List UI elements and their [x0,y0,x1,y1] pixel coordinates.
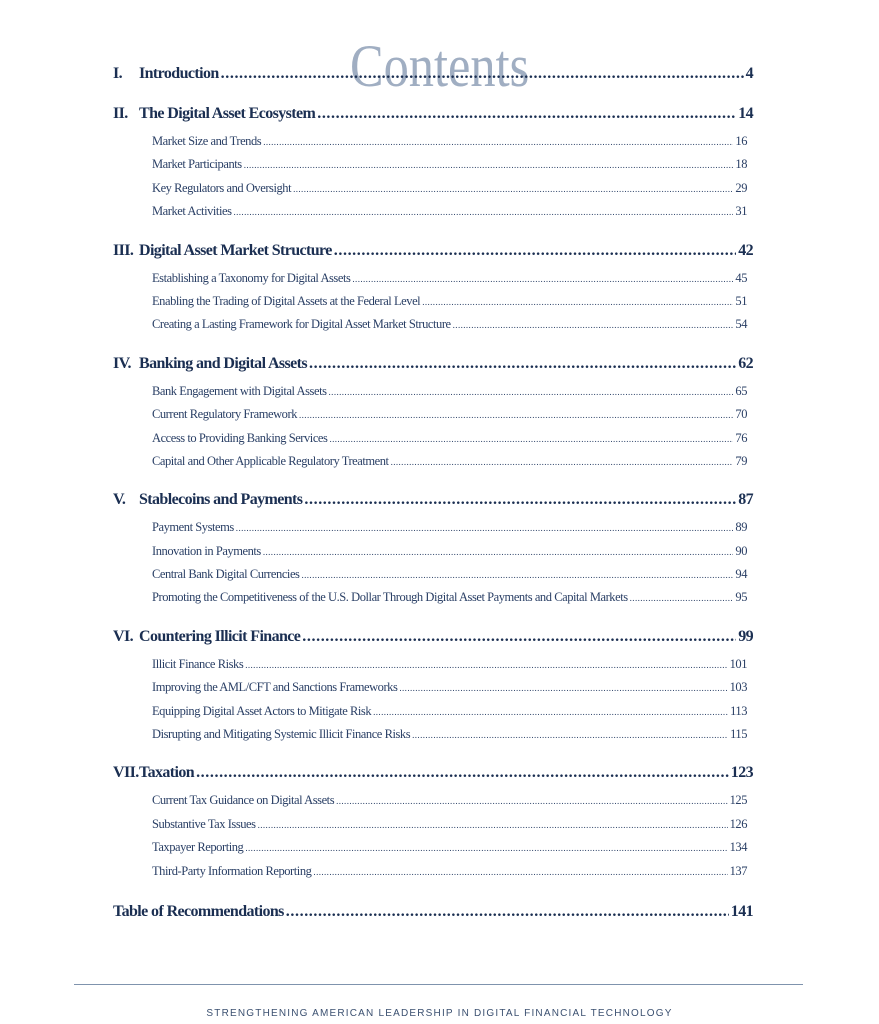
toc-section-entry[interactable] [113,62,753,86]
section-page-number: 123 [730,764,753,782]
toc-subsection-entry[interactable] [113,153,753,176]
toc-section [113,900,753,924]
dot-leader [309,352,736,376]
subsection-title: Market Size and Trends [152,134,262,148]
subsection-page-number: 76 [735,430,747,445]
section-number: III. [113,241,134,259]
toc-subsection-entry[interactable] [113,836,753,859]
dot-leader [352,267,733,291]
dot-leader [329,427,733,451]
toc-section [113,488,753,610]
dot-leader [301,563,733,587]
section-page-number: 141 [730,902,753,920]
section-page-number: 14 [738,105,753,122]
toc-subsection-entry[interactable] [113,130,753,153]
subsection-page-number: 31 [735,204,747,219]
section-number: VII. [113,764,139,782]
subsection-title: Substantive Tax Issues [152,816,256,831]
section-number: V. [113,491,126,509]
toc-subsection-entry[interactable] [113,563,753,586]
section-title: Digital Asset Market Structure [139,241,332,259]
section-title: Introduction [139,65,219,82]
subsection-page-number: 95 [735,590,747,605]
subsection-title: Innovation in Payments [152,543,261,558]
section-title: Banking and Digital Assets [139,354,308,372]
subsection-page-number: 134 [729,840,747,855]
dot-leader [233,200,733,224]
dot-leader [293,177,733,201]
toc-section [113,102,753,224]
subsection-title: Enabling the Trading of Digital Assets at the Federal Level [152,293,421,308]
dot-leader [258,813,728,837]
subsection-page-number: 70 [735,407,747,422]
subsection-page-number: 29 [735,180,747,195]
subsection-title: Improving the AML/CFT and Sanctions Frameworks [152,680,398,695]
subsection-title: Payment Systems [152,520,234,535]
toc-section [113,62,753,86]
subsection-page-number: 65 [735,383,747,398]
subsection-title: Taxpayer Reporting [152,840,244,855]
subsection-page-number: 45 [735,270,747,285]
subsection-page-number: 89 [735,520,747,535]
toc-section-entry[interactable] [113,625,753,649]
toc-subsection-entry[interactable] [113,380,753,403]
toc-subsection-entry[interactable] [113,177,753,200]
dot-leader [399,676,727,700]
table-of-contents [113,62,753,924]
subsection-title: Third-Party Information Reporting [152,863,312,878]
toc-section [113,352,753,474]
dot-leader [391,450,734,474]
dot-leader [630,586,734,610]
dot-leader [373,700,728,724]
subsection-page-number: 51 [735,293,747,308]
subsection-title: Capital and Other Applicable Regulatory Treatment [152,453,389,468]
dot-leader [245,653,727,677]
dot-leader [329,380,734,404]
section-title: Table of Recommendations [113,902,284,920]
subsection-title: Market Participants [152,157,242,172]
section-page-number: 4 [745,65,753,82]
toc-subsection-entry[interactable] [113,427,753,450]
toc-section-entry[interactable] [113,488,753,512]
dot-leader [263,130,733,154]
dot-leader [334,239,736,263]
subsection-title: Equipping Digital Asset Actors to Mitigate Risk [152,703,372,718]
dot-leader [286,900,729,924]
toc-subsection-entry[interactable] [113,676,753,699]
toc-subsection-entry[interactable] [113,540,753,563]
dot-leader [336,789,727,813]
subsection-title: Establishing a Taxonomy for Digital Assets [152,270,351,285]
toc-section [113,761,753,883]
toc-section-entry[interactable] [113,900,753,924]
toc-subsection-entry[interactable] [113,700,753,723]
section-page-number: 42 [738,241,753,259]
subsection-page-number: 16 [735,134,747,148]
dot-leader [244,153,734,177]
subsection-page-number: 18 [735,157,747,172]
section-title: Taxation [139,764,195,782]
toc-subsection-entry[interactable] [113,450,753,473]
dot-leader [453,313,734,337]
toc-subsection-entry[interactable] [113,586,753,609]
toc-subsection-entry[interactable] [113,860,753,883]
section-number: II. [113,105,128,122]
section-page-number: 99 [738,627,753,645]
subsection-page-number: 115 [730,727,747,742]
dot-leader [422,290,733,314]
subsection-title: Bank Engagement with Digital Assets [152,383,327,398]
dot-leader [412,723,728,747]
toc-subsection-entry[interactable] [113,403,753,426]
subsection-title: Creating a Lasting Framework for Digital Asset Market Structure [152,317,451,332]
toc-section-entry[interactable] [113,352,753,376]
dot-leader [221,62,744,86]
dot-leader [263,540,734,564]
toc-subsection-entry[interactable] [113,813,753,836]
dot-leader [317,102,736,126]
subsection-title: Current Tax Guidance on Digital Assets [152,793,335,808]
subsection-list [113,380,753,474]
subsection-title: Promoting the Competitiveness of the U.S. Dollar Through Digital Asset Payments and Capital Markets [152,590,628,605]
subsection-page-number: 94 [735,567,747,582]
toc-subsection-entry[interactable] [113,789,753,812]
subsection-title: Illicit Finance Risks [152,656,244,671]
subsection-title: Access to Providing Banking Services [152,430,328,445]
toc-subsection-entry[interactable] [113,723,753,746]
subsection-page-number: 125 [729,793,747,808]
section-page-number: 62 [738,354,753,372]
toc-subsection-entry[interactable] [113,653,753,676]
subsection-list [113,789,753,883]
section-page-number: 87 [738,491,753,509]
subsection-page-number: 101 [729,656,747,671]
dot-leader [299,403,733,427]
toc-subsection-entry[interactable] [113,290,753,313]
subsection-list [113,516,753,610]
section-number: I. [113,65,123,82]
dot-leader [313,860,727,884]
subsection-list [113,130,753,224]
dot-leader [236,516,734,540]
section-title: The Digital Asset Ecosystem [139,105,316,122]
subsection-page-number: 103 [729,680,747,695]
subsection-list [113,653,753,747]
dot-leader [304,488,736,512]
subsection-page-number: 126 [729,816,747,831]
subsection-title: Market Activities [152,204,232,219]
toc-subsection-entry[interactable] [113,516,753,539]
toc-section [113,239,753,337]
section-title: Countering Illicit Finance [139,627,301,645]
toc-subsection-entry[interactable] [113,200,753,223]
toc-section [113,625,753,747]
page-title: Contents [349,33,530,100]
subsection-title: Key Regulators and Oversight [152,180,292,195]
toc-section-entry[interactable] [113,239,753,263]
toc-section-entry[interactable] [113,102,753,126]
subsection-page-number: 113 [730,703,747,718]
subsection-page-number: 79 [735,453,747,468]
subsection-page-number: 137 [729,863,747,878]
toc-subsection-entry[interactable] [113,313,753,336]
toc-subsection-entry[interactable] [113,267,753,290]
subsection-title: Central Bank Digital Currencies [152,567,300,582]
dot-leader [245,836,727,860]
section-title: Stablecoins and Payments [139,491,303,509]
dot-leader [302,625,736,649]
footer-text: STRENGTHENING AMERICAN LEADERSHIP IN DIGITAL FINANCIAL TECHNOLOGY [206,1008,673,1019]
section-number: VI. [113,627,133,645]
subsection-title: Disrupting and Mitigating Systemic Illicit Finance Risks [152,727,411,742]
dot-leader [196,761,729,785]
subsection-title: Current Regulatory Framework [152,407,297,422]
subsection-list [113,267,753,337]
toc-section-entry[interactable] [113,761,753,785]
footer-divider [74,984,803,985]
subsection-page-number: 90 [735,543,747,558]
section-number: IV. [113,354,131,372]
subsection-page-number: 54 [735,317,747,332]
